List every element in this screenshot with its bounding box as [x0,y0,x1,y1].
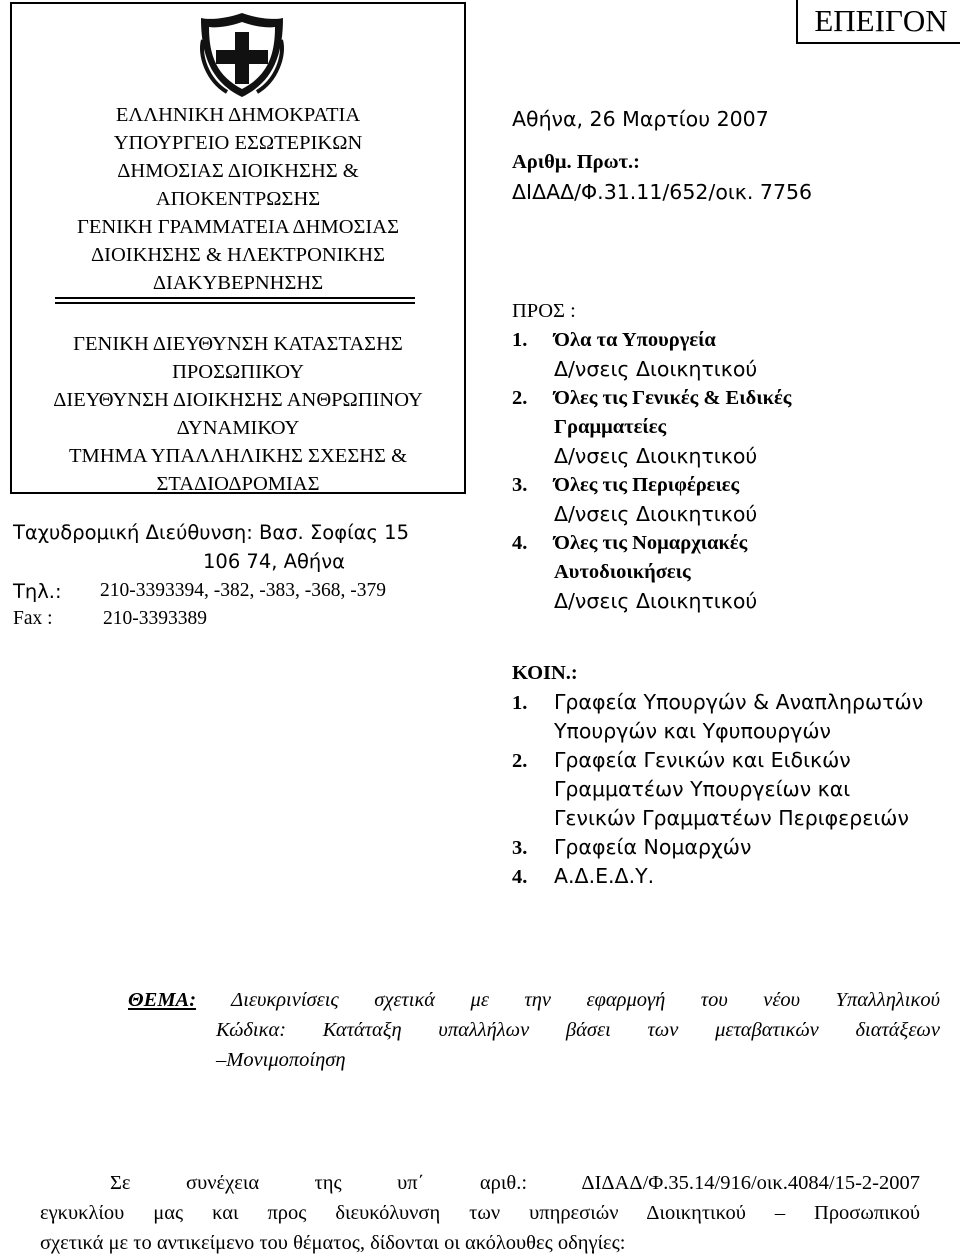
fax-number: 210-3393389 [103,608,207,629]
department-line: ΓΕΝΙΚΗ ΔΙΕΥΘΥΝΣΗ ΚΑΤΑΣΤΑΣΗΣ [73,333,403,355]
authority-line: ΑΠΟΚΕΝΤΡΩΣΗΣ [155,188,321,210]
cc-name: Γραφεία Υπουργών & Αναπληρωτών [554,690,924,714]
postal-address [13,521,409,544]
recipient-sub: Δ/νσεις Διοικητικού [554,357,758,381]
body-paragraph [40,1168,920,1258]
cc-label: ΚΟΙΝ.: [512,662,578,684]
cc-name: Γραμματέων Υπουργείων και [554,777,851,801]
recipients-block [512,297,791,616]
department-block [10,330,466,498]
recipient-item [512,326,791,355]
recipient-name: Όλες τις Γενικές & Ειδικές [554,387,792,409]
authority-line: ΔΗΜΟΣΙΑΣ ΔΙΟΙΚΗΣΗΣ & [117,160,359,182]
item-number: 2. [512,387,528,409]
cc-name: Γενικών Γραμματέων Περιφερειών [554,806,909,830]
recipients-label: ΠΡΟΣ : [512,300,576,322]
double-divider [55,297,415,306]
authority-line: ΕΛΛΗΝΙΚΗ ΔΗΜΟΚΡΑΤΙΑ [115,104,361,126]
recipient-sub: Δ/νσεις Διοικητικού [554,444,758,468]
body-line: Σε συνέχεια της υπ΄ αριθ.: ΔΙΔΑΔ/Φ.35.14/916/οικ.4084/15-2-2007 [110,1172,920,1194]
street: Βασ. Σοφίας 15 [258,521,409,544]
subject-label: ΘΕΜΑ: [128,989,197,1011]
item-number: 1. [512,329,528,351]
urgency-label: ΕΠΕΙΓΟΝ [796,0,960,44]
cc-name: Γραφεία Νομαρχών [554,835,752,859]
recipient-name: Όλα τα Υπουργεία [554,329,716,351]
department-line: ΔΙΕΥΘΥΝΣΗ ΔΙΟΙΚΗΣΗΣ ΑΝΘΡΩΠΙΝΟΥ [53,389,423,411]
item-number: 1. [512,692,528,714]
department-line: ΠΡΟΣΩΠΙΚΟΥ [172,361,304,383]
recipient-item [512,384,791,413]
recipient-sub: Δ/νσεις Διοικητικού [554,589,758,613]
cc-item [512,746,923,775]
recipient-name: Αυτοδιοικήσεις [554,561,691,583]
cc-name: Υπουργών και Υφυπουργών [554,719,832,743]
greek-coat-of-arms-icon [197,10,287,100]
recipient-item [512,471,791,500]
protocol-number: ΔΙΔΑΔ/Φ.31.11/652/οικ. 7756 [512,180,813,204]
item-number: 3. [512,474,528,496]
authority-line: ΥΠΟΥΡΓΕΙΟ ΕΣΩΤΕΡΙΚΩΝ [113,132,363,154]
cc-item [512,688,923,717]
protocol-label: Αριθμ. Πρωτ.: [512,151,641,173]
subject-line: Κώδικα: Κατάταξη υπαλλήλων βάσει των μεταβατικών διατάξεων [216,1019,940,1041]
cc-name: Α.Δ.Ε.Δ.Υ. [554,864,655,888]
subject-block [40,985,940,1075]
date-line: Αθήνα, 26 Μαρτίου 2007 [512,107,769,131]
recipient-name: Όλες τις Νομαρχιακές [554,532,748,554]
subject-line: –Μονιμοποίηση [216,1049,346,1071]
authority-line: ΓΕΝΙΚΗ ΓΡΑΜΜΑΤΕΙΑ ΔΗΜΟΣΙΑΣ [77,216,399,238]
authority-line: ΔΙΑΚΥΒΕΡΝΗΣΗΣ [152,272,324,294]
recipient-sub: Δ/νσεις Διοικητικού [554,502,758,526]
phone-number: 210-3393394, -382, -383, -368, -379 [100,580,386,601]
recipient-name: Όλες τις Περιφέρειες [554,474,740,496]
authority-block [10,101,466,297]
item-number: 4. [512,866,528,888]
item-number: 3. [512,837,528,859]
postal-address-label: Ταχυδρομική Διεύθυνση: [13,521,253,544]
phone-label: Τηλ.: [13,580,62,603]
recipient-name: Γραμματείες [554,416,667,438]
department-line: ΤΜΗΜΑ ΥΠΑΛΛΗΛΙΚΗΣ ΣΧΕΣΗΣ & [68,445,408,467]
fax-label: Fax : [13,608,53,629]
subject-line [40,985,940,1015]
subject-text: Διευκρινίσεις σχετικά με την εφαρμογή του νέου Υπαλληλικού [231,989,940,1011]
department-line: ΣΤΑΔΙΟΔΡΟΜΙΑΣ [156,473,320,495]
authority-line: ΔΙΟΙΚΗΣΗΣ & ΗΛΕΚΤΡΟΝΙΚΗΣ [90,244,386,266]
recipient-item [512,529,791,558]
phone-row [13,580,62,604]
item-number: 4. [512,532,528,554]
cc-block [512,659,923,891]
body-line: σχετικά με το αντικείμενο του θέματος, δίδονται οι ακόλουθες οδηγίες: [40,1232,626,1254]
cc-item [512,862,923,891]
cc-item [512,833,923,862]
body-line: εγκυκλίου μας και προς διευκόλυνση των υπηρεσιών Διοικητικού – Προσωπικού [40,1202,920,1224]
department-line: ΔΥΝΑΜΙΚΟΥ [176,417,300,439]
item-number: 2. [512,750,528,772]
cc-name: Γραφεία Γενικών και Ειδικών [554,748,851,772]
city: 106 74, Αθήνα [203,550,346,573]
